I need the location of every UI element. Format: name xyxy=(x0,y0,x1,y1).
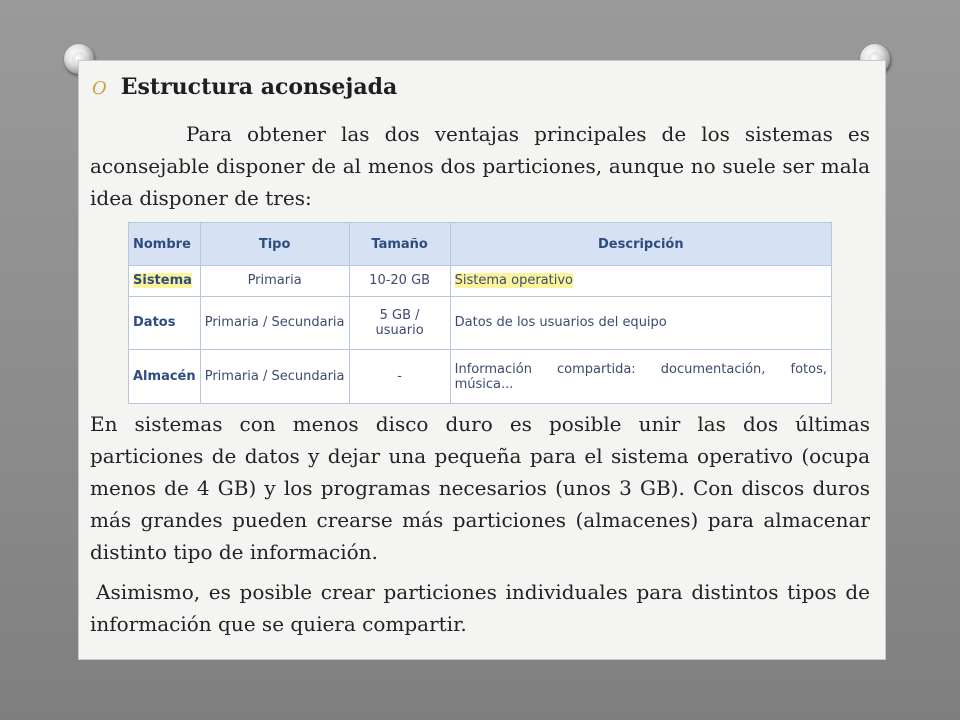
slide-heading: Estructura aconsejada xyxy=(120,74,398,100)
row-type: Primaria xyxy=(200,266,349,297)
partition-table-image xyxy=(128,222,832,404)
row-size: - xyxy=(349,350,450,404)
header-description: Descripción xyxy=(450,223,831,266)
header-name: Nombre xyxy=(129,223,201,266)
row-size: 5 GB / usuario xyxy=(349,296,450,350)
row-name: Almacén xyxy=(129,350,201,404)
row-description: Sistema operativo xyxy=(454,273,573,289)
closing-paragraph: Asimismo, es posible crear particiones individuales para distintos tipos de información que se quiera compartir. xyxy=(90,580,870,636)
body-paragraph: En sistemas con menos disco duro es posible unir las dos últimas particiones de datos y dejar una pequeña para el sistema operativo (ocupa menos de 4 GB) y los programas necesarios (unos 3 GB). Con discos duros más grandes pueden crearse más particiones (almacenes) para almacenar distinto tipo de información. xyxy=(90,412,870,564)
row-name: Sistema xyxy=(133,273,192,289)
row-description: Información compartida: documentación, fotos, música... xyxy=(450,350,831,404)
table-row xyxy=(129,350,832,404)
row-name: Datos xyxy=(129,296,201,350)
header-type: Tipo xyxy=(200,223,349,266)
table-row xyxy=(129,266,832,297)
table-row xyxy=(129,296,832,350)
partition-table xyxy=(128,222,832,404)
row-size: 10-20 GB xyxy=(349,266,450,297)
intro-paragraph: Para obtener las dos ventajas principales de los sistemas es aconsejable disponer de al menos dos particiones, aunque no suele ser mala idea disponer de tres: xyxy=(90,122,870,210)
row-description: Datos de los usuarios del equipo xyxy=(450,296,831,350)
row-type: Primaria / Secundaria xyxy=(200,350,349,404)
bullet-icon: O xyxy=(92,78,107,99)
header-size: Tamaño xyxy=(349,223,450,266)
row-type: Primaria / Secundaria xyxy=(200,296,349,350)
heading-row xyxy=(92,74,397,100)
table-header-row xyxy=(129,223,832,266)
